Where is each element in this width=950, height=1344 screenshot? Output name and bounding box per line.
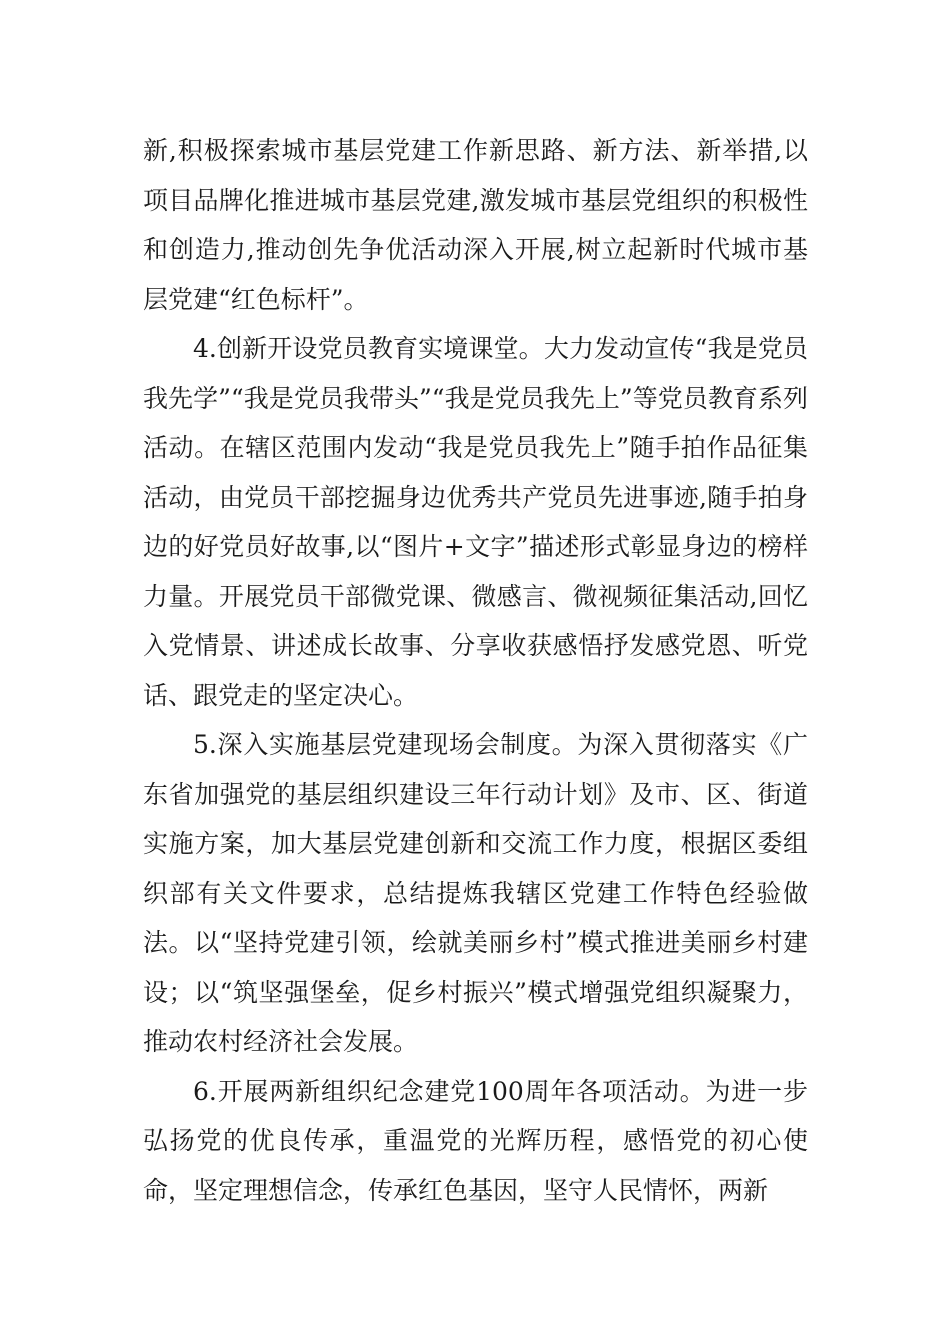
paragraph-item-6: 6.开展两新组织纪念建党100周年各项活动。为进一步弘扬党的优良传承，重温党的光辉历程，感悟党的初心使命，坚定理想信念，传承红色基因，坚守人民情怀，两新: [143, 1076, 808, 1205]
paragraph-item-5: 5.深入实施基层党建现场会制度。为深入贯彻落实《广东省加强党的基层组织建设三年行动计划》及市、区、街道实施方案，加大基层党建创新和交流工作力度，根据区委组织部有关文件要求，总结提炼我辖区党建工作特色经验做法。以“坚持党建引领，绘就美丽乡村”模式推进美丽乡村建设；以“筑坚强堡垒，促乡村振兴”模式增强党组织凝聚力，推动农村经济社会发展。: [143, 730, 808, 1056]
paragraph-continuation: 新,积极探索城市基层党建工作新思路、新方法、新举措,以项目品牌化推进城市基层党建,激发城市基层党组织的积极性和创造力,推动创先争优活动深入开展,树立起新时代城市基层党建“红色标杆”。: [143, 136, 808, 314]
paragraph-item-4: 4.创新开设党员教育实境课堂。大力发动宣传“我是党员我先学”“我是党员我带头”“我是党员我先上”等党员教育系列活动。在辖区范围内发动“我是党员我先上”随手拍作品征集活动，由党员干部挖掘身边优秀共产党员先进事迹,随手拍身边的好党员好故事,以“图片+文字”描述形式彰显身边的榜样力量。开展党员干部微党课、微感言、微视频征集活动,回忆入党情景、讲述成长故事、分享收获感悟抒发感党恩、听党话、跟党走的坚定决心。: [143, 334, 808, 710]
document-body: [143, 126, 808, 1215]
